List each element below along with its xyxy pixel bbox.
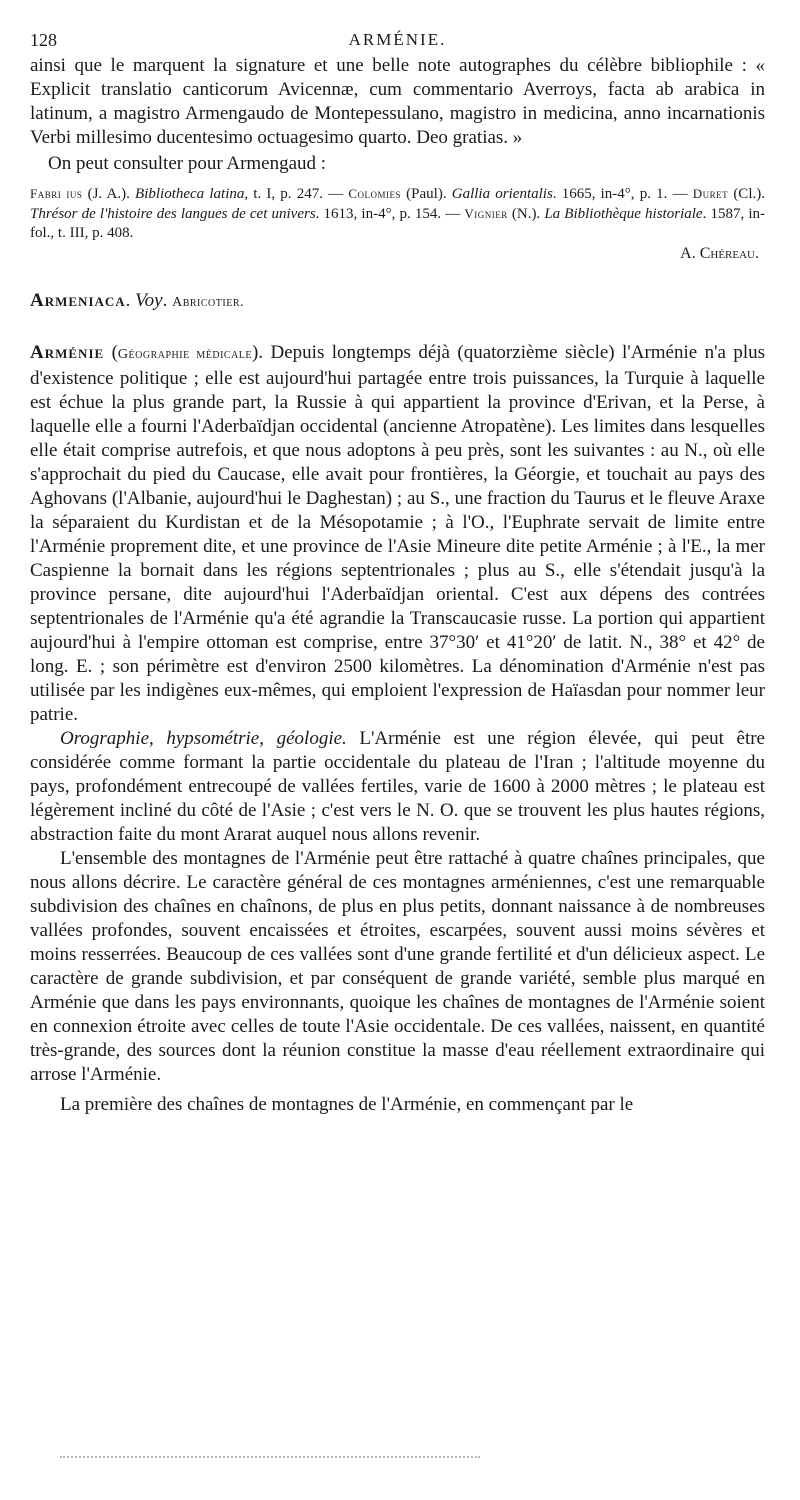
- entry-headword-armenie: Arménie: [30, 342, 105, 363]
- armenie-paragraph-4: La première des chaînes de montagnes de l'Arménie, en commençant par le: [60, 1094, 634, 1115]
- bibliography: [30, 184, 765, 243]
- bib-author-vignier: Vignier: [464, 206, 508, 221]
- running-title: ARMÉNIE.: [348, 30, 447, 49]
- entry-sep: .: [162, 290, 173, 311]
- entry-sep: (: [104, 342, 118, 363]
- page-number: 128: [30, 30, 57, 50]
- bib-text: , t. I, p. 247. —: [244, 186, 349, 202]
- entry-headword-armeniaca: Armeniaca: [30, 290, 126, 311]
- bib-author-duret: Duret: [692, 186, 729, 201]
- paragraph-text: L'Arménie est une région élevée, qui peut être considérée comme formant la partie occidentale du plateau de l'Iran ; l'altitude moyenne du pays, profondément entrecoupé de vallées fertiles, varie de 1600 à 2000 mètres ; le plateau est légèrement incliné du côté de l'Asie ; c'est vers le N. O. que se trouvent les plus hautes régions, abstraction faite du mont Ararat auquel nous allons revenir.: [30, 728, 765, 845]
- page-header: [30, 30, 765, 54]
- intro-paragraph: ainsi que le marquent la signature et une belle note autographes du célèbre bibliophile : « Explicit translatio canticorum Avicennæ, cum commentario Averroys, facta ab arabica in latinum, a magistro Armengaudo de Montepessulano, magistro in medicina, anno incarnationis Verbi millesimo ducentesimo octuagesimo quarto. Deo gratias. »: [30, 55, 765, 148]
- entry-subtitle: Géographie médicale: [117, 347, 253, 362]
- bib-text: (N.).: [507, 206, 545, 222]
- consult-line: On peut consulter pour Armengaud :: [48, 153, 327, 174]
- bib-title-bibliotheca: Bibliotheca latina: [135, 186, 245, 202]
- voy-abbrev: Voy: [135, 290, 163, 311]
- bib-title-bibliotheque: La Bibliothèque historiale: [544, 206, 703, 222]
- entry-sep: ).: [252, 342, 271, 363]
- bib-text: . 1587, in-fol., t. III, p. 408.: [30, 206, 765, 241]
- bib-text: (Paul).: [401, 186, 452, 202]
- bib-title-thresor: Thrésor de l'histoire des langues de cet univers: [30, 206, 316, 222]
- bib-author-fabricius: Fabri ius: [30, 186, 83, 201]
- bib-title-gallia: Gallia orientalis: [451, 186, 553, 202]
- bib-text: (Cl.).: [728, 186, 765, 202]
- cross-reference: Abricotier.: [172, 295, 244, 310]
- bib-text: . 1613, in-4°, p. 154. —: [315, 206, 465, 222]
- bib-text: . 1665, in-4°, p. 1. —: [552, 186, 693, 202]
- footer-rule: [60, 1456, 480, 1458]
- bib-text: (J. A.).: [82, 186, 136, 202]
- page: [30, 30, 765, 1117]
- bib-author-colomies: Colomies: [348, 186, 401, 201]
- armenie-paragraph-2: [30, 727, 765, 847]
- author-signature: [30, 245, 765, 263]
- signature-text: A. Chéreau.: [680, 245, 759, 262]
- armenie-paragraph-1: Depuis longtemps déjà (quatorzième siècle) l'Arménie n'a plus d'existence politique ; elle est aujourd'hui partagée entre trois puissances, la Turquie à laquelle est échue la plus grande part, la Russie à qui appartient la province d'Erivan, et la Perse, à laquelle elle a fourni l'Aderbaïdjan occidental (ancienne Atropatène). Les limites dans lesquelles elle était comprise autrefois, et que nous adoptons à peu près, sont les suivantes : au N., où elle s'approchait du pied du Caucase, elle avait pour frontières, la Géorgie, et touchait au pays des Aghovans (l'Albanie, aujourd'hui le Daghestan) ; au S., une fraction du Taurus et le fleuve Araxe la séparaient du Kurdistan et de la Mésopotamie ; à l'O., l'Euphrate servait de limite entre l'Arménie proprement dite, et une province de l'Asie Mineure dite petite Arménie ; à l'E., la mer Caspienne la bornait dans les régions septentrionales ; plus au S., elle s'étendait jusqu'à la province persane, dite aujourd'hui l'Aderbaïdjan oriental. C'est aux dépens des contrées septentrionales de l'Arménie qu'a été agrandie la Transcaucasie russe. La portion qui appartient aujourd'hui à l'empire ottoman est comprise, entre 37°30′ et 41°20′ de latit. N., 38° et 42° de long. E. ; son périmètre est d'environ 2500 kilomètres. La dénomination d'Arménie n'est pas utilisée par les indigènes eux-mêmes, qui emploient l'expression de Haïasdan pour nommer leur patrie.: [30, 342, 766, 725]
- entry-armenie: [30, 341, 765, 727]
- entry-sep: .: [125, 290, 136, 311]
- section-heading-orographie: Orographie, hypsométrie, géologie.: [60, 728, 347, 749]
- armenie-paragraph-3: L'ensemble des montagnes de l'Arménie peut être rattaché à quatre chaînes principales, que nous allons décrire. Le caractère général de ces montagnes arméniennes, c'est une remarquable subdivision des chaînes en chaînons, de plus en plus petits, donnant naissance à de nombreuses vallées profondes, souvent encaissées et étroites, escarpées, souvent aussi moins sévères et moins resserrées. Beaucoup de ces vallées sont d'une grande fertilité et d'un délicieux aspect. Le caractère de grande subdivision, et par conséquent de grande variété, semble plus marqué en Arménie que dans les pays environnants, quoique les chaînes de montagnes de l'Arménie soient en connexion étroite avec celles de toute l'Asie occidentale. De ces vallées, naissent, en quantité très-grande, des sources dont la réunion constitue la masse d'eau réellement extraordinaire qui arrose l'Arménie.: [30, 848, 765, 1085]
- entry-armeniaca: [30, 289, 765, 315]
